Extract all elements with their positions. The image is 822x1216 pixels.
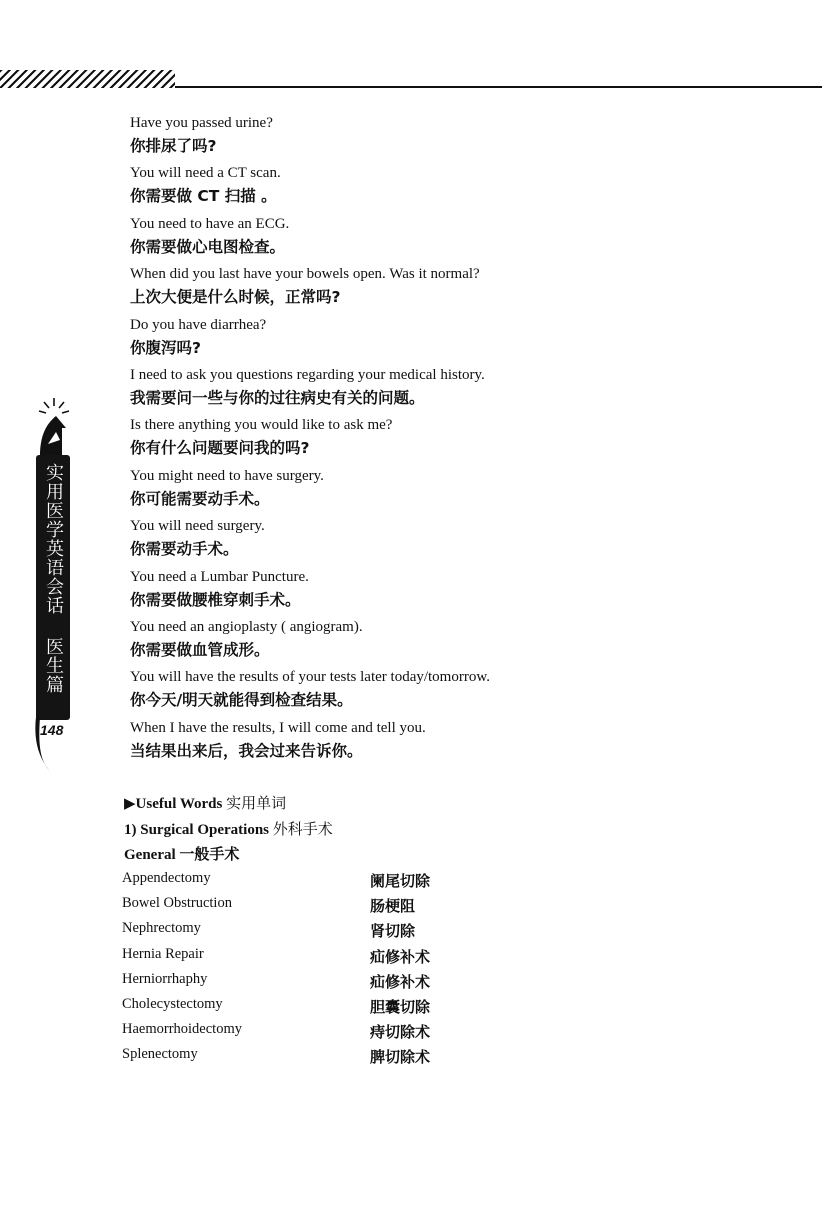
word-row <box>122 944 462 969</box>
useful-words-heading-en: ▶Useful Words <box>124 796 223 812</box>
phrase-zh: 上次大便是什么时候，正常吗? <box>130 288 341 307</box>
phrase-pair <box>130 566 550 616</box>
phrase-pair <box>130 162 550 212</box>
phrase-pair <box>130 314 550 364</box>
surgical-operations-heading <box>124 818 333 839</box>
word-row <box>122 969 462 994</box>
phrase-pair <box>130 616 550 666</box>
phrase-zh: 你需要做 CT 扫描 。 <box>130 187 277 206</box>
word-en: Nephrectomy <box>122 920 201 937</box>
phrase-pair <box>130 263 550 313</box>
word-list <box>122 868 462 1070</box>
word-zh: 阑尾切除 <box>370 872 431 890</box>
phrase-zh: 你有什么问题要问我的吗? <box>130 439 310 458</box>
word-zh: 疝修补术 <box>370 947 431 966</box>
word-row <box>122 994 462 1019</box>
side-tab <box>36 455 70 720</box>
phrase-pair <box>130 364 550 414</box>
sun-rays-icon <box>36 396 76 458</box>
phrase-zh: 你今天/明天就能得到检查结果。 <box>130 691 353 710</box>
general-heading <box>124 843 239 864</box>
phrase-zh: 你需要做血管成形。 <box>130 640 270 659</box>
phrase-en: Is there anything you would like to ask me? <box>130 417 393 434</box>
word-row <box>122 893 462 918</box>
word-zh: 痔切除术 <box>370 1023 431 1042</box>
phrase-pair <box>130 465 550 515</box>
phrase-en: You need a Lumbar Puncture. <box>130 568 309 585</box>
word-en: Hernia Repair <box>122 945 204 962</box>
phrase-pair <box>130 112 550 162</box>
word-row <box>122 1019 462 1044</box>
phrase-list <box>130 112 550 767</box>
phrase-en: You might need to have surgery. <box>130 467 324 484</box>
phrase-pair <box>130 213 550 263</box>
phrase-pair <box>130 414 550 464</box>
word-row <box>122 868 462 893</box>
surgical-operations-heading-zh: 外科手术 <box>272 820 333 838</box>
page-number: 148 <box>40 722 64 738</box>
phrase-en: When did you last have your bowels open. Was it normal? <box>130 266 480 283</box>
word-en: Appendectomy <box>122 870 211 886</box>
phrase-en: Do you have diarrhea? <box>130 316 267 333</box>
general-heading-zh: 一般手术 <box>179 845 240 863</box>
phrase-zh: 你排尿了吗? <box>130 137 217 155</box>
word-en: Herniorrhaphy <box>122 970 208 987</box>
word-zh: 肠梗阻 <box>370 897 416 916</box>
phrase-pair <box>130 666 550 716</box>
phrase-zh: 你需要做心电图检查。 <box>130 237 286 256</box>
phrase-en: Have you passed urine? <box>130 115 273 131</box>
word-row <box>122 918 462 943</box>
phrase-en: You need an angioplasty ( angiogram). <box>130 618 363 635</box>
useful-words-heading-zh: 实用单词 <box>226 794 287 812</box>
phrase-en: I need to ask you questions regarding your medical history. <box>130 366 485 383</box>
phrase-zh: 你需要做腰椎穿刺手术。 <box>130 590 301 609</box>
word-zh: 脾切除术 <box>370 1048 431 1067</box>
phrase-zh: 当结果出来后，我会过来告诉你。 <box>130 741 363 760</box>
phrase-zh: 你腹泻吗? <box>130 338 201 357</box>
word-zh: 疝修补术 <box>370 972 431 991</box>
word-zh: 肾切除 <box>370 922 416 941</box>
phrase-en: You will need surgery. <box>130 518 265 535</box>
phrase-zh: 我需要问一些与你的过往病史有关的问题。 <box>130 388 425 407</box>
phrase-pair <box>130 717 550 767</box>
word-zh: 胆囊切除 <box>370 997 431 1016</box>
word-en: Bowel Obstruction <box>122 895 232 912</box>
word-en: Cholecystectomy <box>122 995 223 1012</box>
useful-words-heading <box>124 792 286 813</box>
general-heading-en: General <box>124 847 176 863</box>
phrase-en: You will need a CT scan. <box>130 165 281 182</box>
word-en: Haemorrhoidectomy <box>122 1021 242 1038</box>
phrase-en: You need to have an ECG. <box>130 215 290 232</box>
phrase-zh: 你需要动手术。 <box>130 540 239 559</box>
header-stripe <box>0 70 175 88</box>
phrase-en: You will have the results of your tests later today/tomorrow. <box>130 669 490 686</box>
surgical-operations-heading-en: 1) Surgical Operations <box>124 822 269 838</box>
phrase-pair <box>130 515 550 565</box>
phrase-en: When I have the results, I will come and tell you. <box>130 719 426 736</box>
phrase-zh: 你可能需要动手术。 <box>130 489 270 508</box>
side-tab-title: 实用医学英语会话 医生篇 <box>43 463 64 694</box>
word-en: Splenectomy <box>122 1046 198 1063</box>
header-rule <box>175 86 822 88</box>
word-row <box>122 1044 462 1069</box>
